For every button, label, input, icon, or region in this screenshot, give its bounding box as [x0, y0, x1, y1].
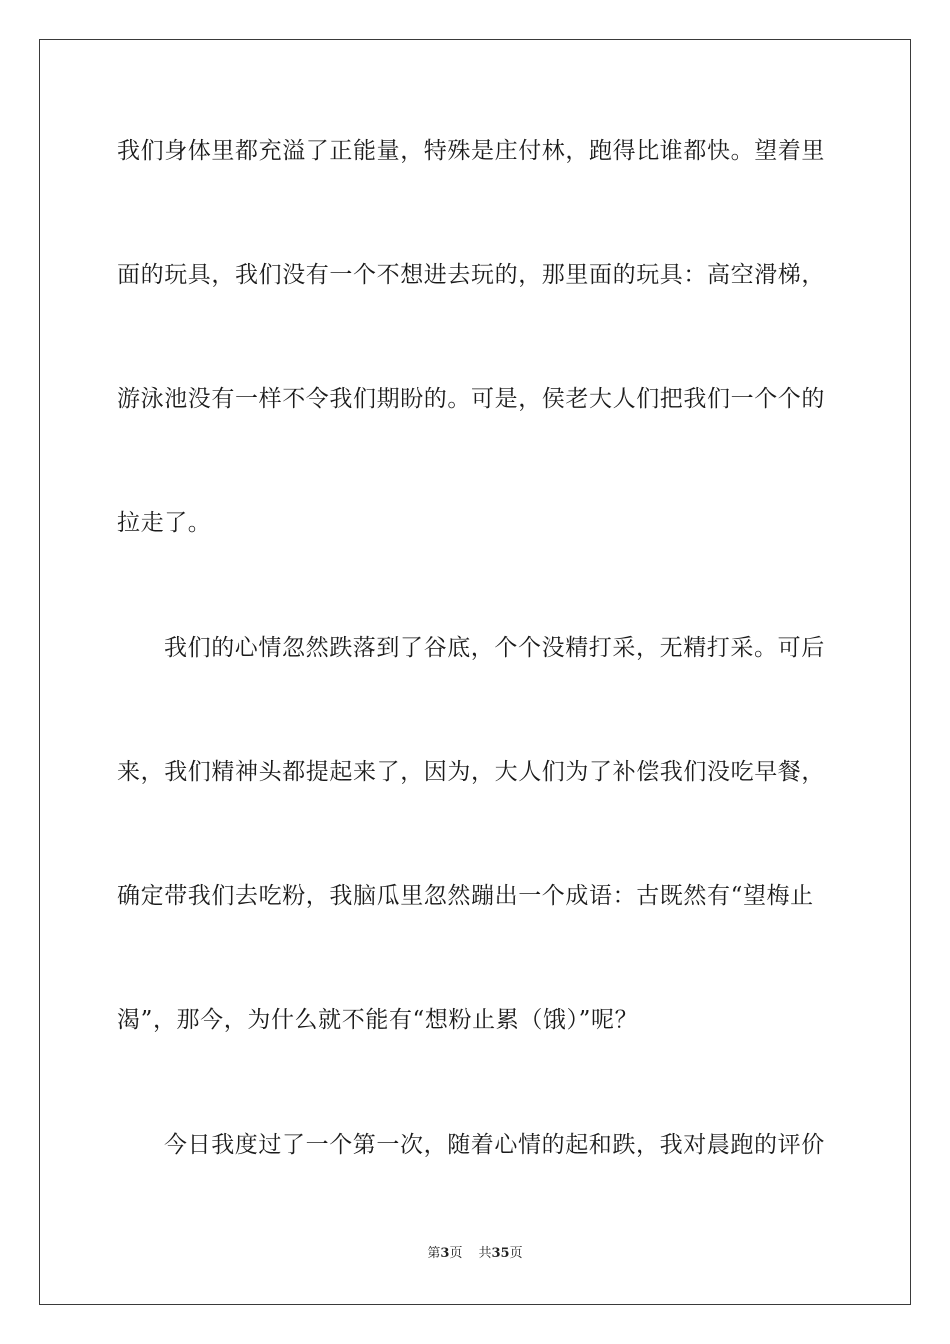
body-line-2: 面的玩具，我们没有一个不想进去玩的，那里面的玩具：高空滑梯， [117, 262, 825, 288]
body-line-9-paragraph-start: 今日我度过了一个第一次，随着心情的起和跌，我对晨跑的评价 [164, 1132, 825, 1158]
page-prefix: 第 [427, 1246, 441, 1261]
page-border [39, 39, 911, 1305]
total-prefix: 共 [478, 1246, 492, 1261]
page-suffix: 页 [449, 1246, 463, 1261]
body-line-7: 确定带我们去吃粉，我脑瓜里忽然蹦出一个成语：古既然有“望梅止 [117, 883, 814, 909]
body-line-8: 渴”，那今，为什么就不能有“想粉止累（饿）”呢？ [117, 1007, 639, 1033]
body-line-4: 拉走了。 [117, 510, 212, 536]
body-line-5-paragraph-start: 我们的心情忽然跌落到了谷底，个个没精打采，无精打采。可后 [164, 635, 825, 661]
page-number: 3 [440, 1246, 450, 1261]
page-footer [0, 1245, 950, 1263]
body-line-3: 游泳池没有一样不令我们期盼的。可是，侯老大人们把我们一个个的 [117, 386, 825, 412]
body-line-1: 我们身体里都充溢了正能量，特殊是庄付林，跑得比谁都快。望着里 [117, 138, 825, 164]
body-line-6: 来，我们精神头都提起来了，因为，大人们为了补偿我们没吃早餐， [117, 759, 825, 785]
total-suffix: 页 [509, 1246, 523, 1261]
total-pages: 35 [491, 1246, 510, 1261]
